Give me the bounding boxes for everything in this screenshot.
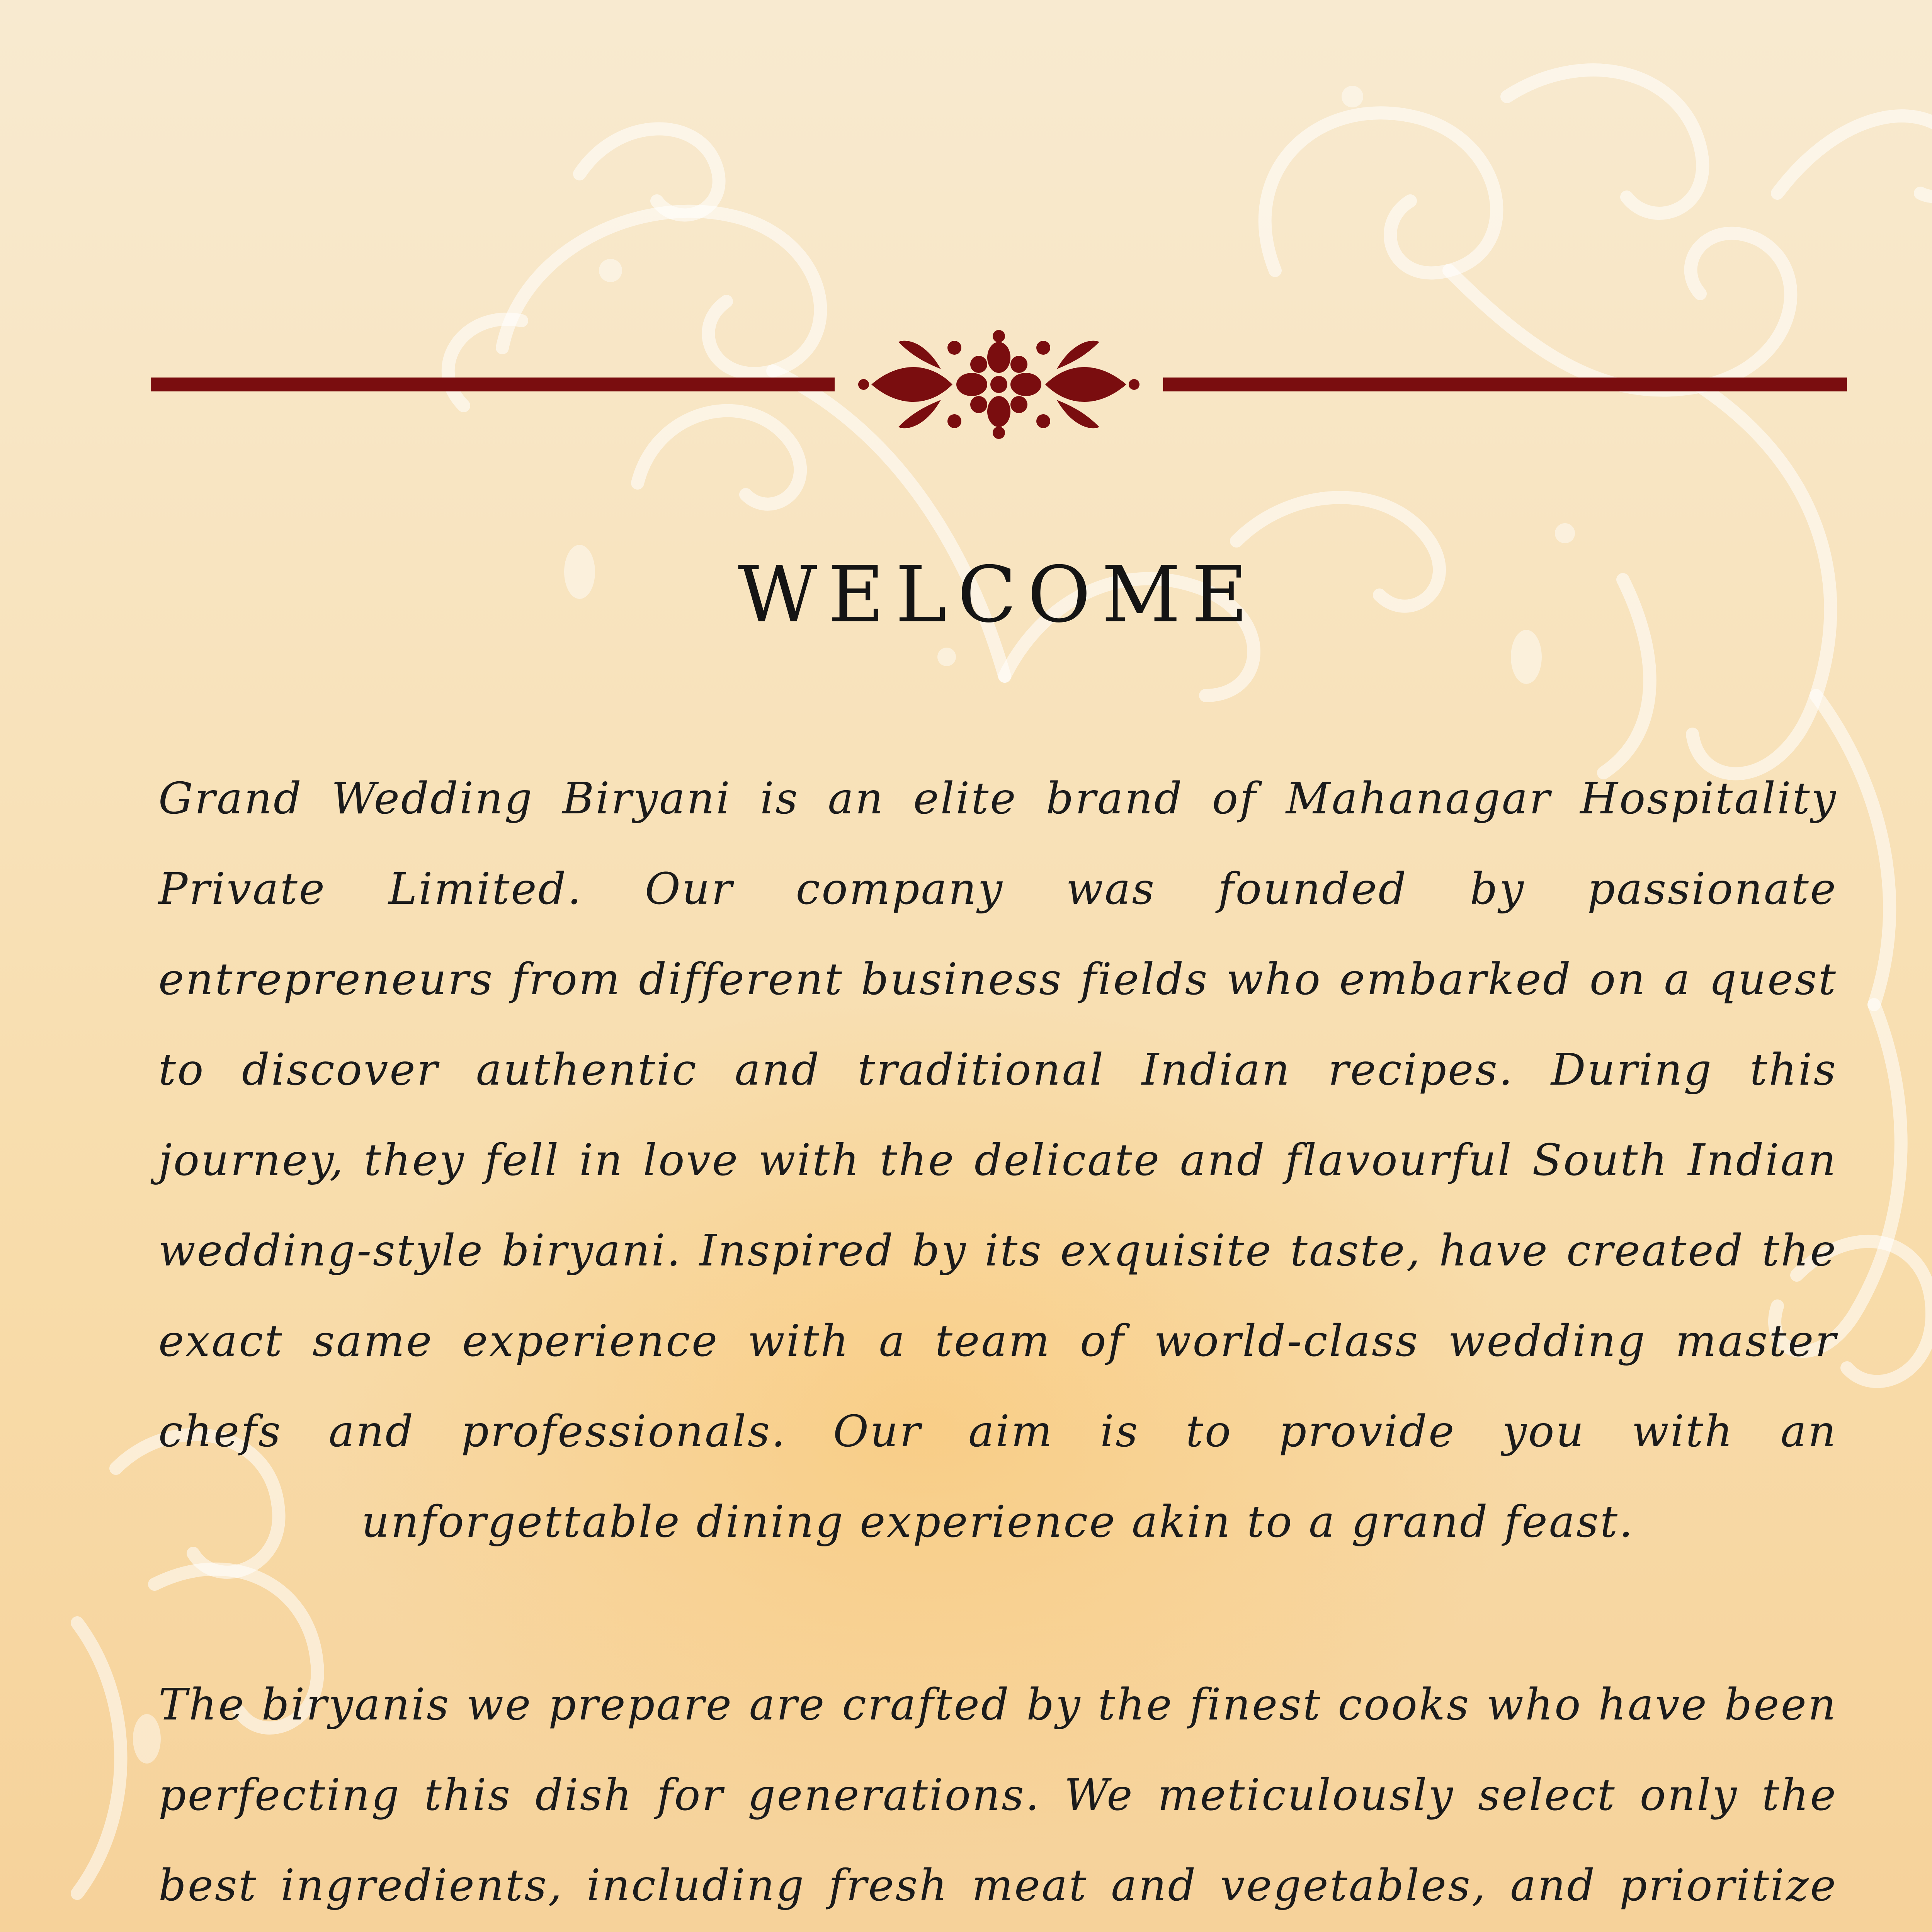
top-divider <box>151 327 1847 442</box>
floral-divider-icon <box>858 330 1139 439</box>
quality-paragraph: The biryanis we prepare are crafted by the finest cooks who have been perfecting this dish for generations. We meticulously select only the best ingredients, including fresh meat and vegetables, and prioritize <box>158 1680 1837 1911</box>
intro-paragraph: Grand Wedding Biryani is an elite brand of Mahanagar Hospitality Private Limited. Our company was founded by passionate entrepreneurs from different business fields who embarked on a quest to discover authentic and traditional Indian recipes. During this journey, they fell in love with the delicate and flavourful South Indian wedding-style biryani. Inspired by its exquisite taste, have created the exact same experience with a team of world-class wedding master chefs and professionals. Our aim is to provide you with an unforgettable dining experience akin to a grand feast. <box>158 774 1837 1547</box>
page-title: WELCOME <box>738 550 1259 640</box>
